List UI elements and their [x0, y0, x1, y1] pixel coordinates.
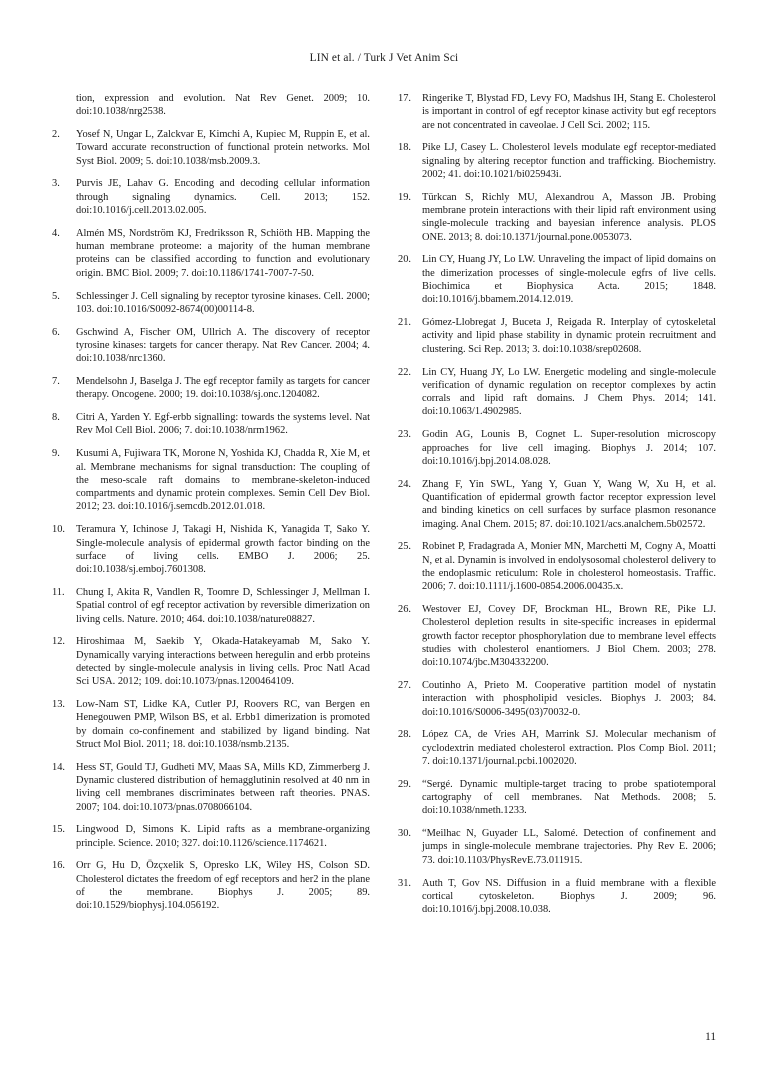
reference-text: Yosef N, Ungar L, Zalckvar E, Kimchi A, Kupiec M, Ruppin E, et al. Toward accurate reconstruction of functional protein networks. Mol Syst Biol. 2009; 5. doi:10.1038/msb.2009.3.: [76, 129, 370, 167]
reference-text: Mendelsohn J, Baselga J. The egf receptor family as targets for cancer therapy. Oncogene. 2000; 19. doi:10.1038/sj.onc.1204082.: [76, 376, 370, 401]
reference-number: 12.: [52, 636, 65, 648]
reference-entry: [52, 290, 370, 317]
reference-number: 14.: [52, 761, 65, 773]
reference-text: Robinet P, Fradagrada A, Monier MN, Marchetti M, Cogny A, Moatti N, et al. Dynamin is involved in endolysosomal cholesterol delivery to the endoplasmic reticulum: Role in cholesterol homeostasis. Traffic. 2006; 7. doi:10.1111/j.1600-0854.2006.00435.x.: [422, 541, 716, 593]
reference-entry: [398, 778, 716, 818]
right-column: [398, 92, 716, 926]
reference-number: 11.: [52, 586, 65, 598]
reference-entry: [398, 540, 716, 593]
reference-text: López CA, de Vries AH, Marrink SJ. Molecular mechanism of cyclodextrin mediated cholesterol extraction. Plos Comp Biol. 2011; 7. doi:10.1371/journal.pcbi.1002020.: [422, 729, 716, 767]
reference-text: “Meilhac N, Guyader LL, Salomé. Detection of confinement and jumps in single-molecule membrane trajectories. Phy Rev E. 2006; 73. doi:10.1103/PhysRevE.73.011915.: [422, 828, 716, 866]
reference-entry: [398, 253, 716, 306]
reference-entry: [52, 375, 370, 402]
reference-number: 13.: [52, 698, 65, 710]
reference-entry: [398, 478, 716, 531]
reference-text: Zhang F, Yin SWL, Yang Y, Guan Y, Wang W, Xu H, et al. Quantification of epidermal growth factor receptor expression level and binding kinetics on cell surfaces by surface plasmon resonance imaging. Anal Chem. 2015; 87. doi:10.1021/acs.analchem.5b02572.: [422, 478, 716, 530]
reference-text: Purvis JE, Lahav G. Encoding and decoding cellular information through signaling dynamics. Cell. 2013; 152. doi:10.1016/j.cell.2013.02.005.: [76, 178, 370, 217]
reference-entry: [52, 411, 370, 438]
reference-entry: [398, 141, 716, 181]
reference-number: 30.: [398, 828, 411, 840]
reference-text: Lin CY, Huang JY, Lo LW. Energetic modeling and single-molecule verification of dynamic regulation on receptor complexes by actin corrals and lipid raft domains. J Chem Phys. 2014; 141. doi:10.1063/1.4902985.: [422, 366, 716, 418]
reference-number: 7.: [52, 376, 60, 388]
reference-number: 21.: [398, 317, 411, 329]
reference-entry: [398, 92, 716, 132]
reference-number: 9.: [52, 448, 60, 460]
reference-number: 31.: [398, 877, 411, 889]
reference-text: Pike LJ, Casey L. Cholesterol levels modulate egf receptor-mediated signaling by altering receptor function and trafficking. Biochemistry. 2002; 41. doi:10.1021/bi025943i.: [422, 142, 716, 180]
reference-number: 20.: [398, 254, 411, 266]
reference-number: 6.: [52, 326, 60, 338]
reference-text: Lingwood D, Simons K. Lipid rafts as a membrane-organizing principle. Science. 2010; 327. doi:10.1126/science.1174621.: [76, 824, 370, 849]
reference-text: Gschwind A, Fischer OM, Ullrich A. The discovery of receptor tyrosine kinases: targets for cancer therapy. Nat Rev Cancer. 2004; 4. doi:10.1038/nrc1360.: [76, 326, 370, 365]
reference-text: Teramura Y, Ichinose J, Takagi H, Nishida K, Yanagida T, Sako Y. Single-molecule analysis of epidermal growth factor binding on the surface of living cells. EMBO J. 2006; 25. doi:10.1038/sj.emboj.7601308.: [76, 524, 370, 576]
reference-number: 26.: [398, 604, 411, 615]
reference-entry: [52, 523, 370, 576]
reference-entry: [398, 191, 716, 244]
reference-entry: [398, 366, 716, 419]
reference-number: 19.: [398, 191, 411, 203]
reference-entry: [398, 728, 716, 768]
reference-number: 16.: [52, 860, 65, 872]
running-header: LIN et al. / Turk J Vet Anim Sci: [309, 52, 459, 64]
reference-entry: [52, 635, 370, 688]
reference-text: Lin CY, Huang JY, Lo LW. Unraveling the impact of lipid domains on the dimerization processes of single-molecule egfrs of live cells. Biochimica et Biophysica Acta. 2015; 1848. doi:10.1016/j.bbamem.2014.12.019.: [422, 254, 716, 306]
reference-number: 24.: [398, 478, 411, 490]
reference-entry: [52, 177, 370, 217]
reference-text: Kusumi A, Fujiwara TK, Morone N, Yoshida KJ, Chadda R, Xie M, et al. Membrane mechanisms for signal transduction: The coupling of the meso-scale raft domains to membrane-skeleton-induced compartments and dynamic protein complexes. Semin Cell Dev Biol. 2012; 23. doi:10.1016/j.semcdb.2012.01.018.: [76, 448, 370, 513]
reference-text: Godin AG, Lounis B, Cognet L. Super-resolution microscopy approaches for live cell imaging. Biophys J. 2014; 107. doi:10.1016/j.bpj.2014.08.028.: [422, 429, 716, 467]
reference-entry: [52, 326, 370, 366]
reference-entry: [52, 128, 370, 168]
reference-columns: [52, 92, 716, 926]
reference-entry: [52, 227, 370, 280]
reference-text: Low-Nam ST, Lidke KA, Cutler PJ, Roovers RC, van Bergen en Henegouwen PMP, Wilson BS, et al. Erbb1 dimerization is promoted by domain co-confinement and stabilized by ligand binding. Nat Struct Mol Biol. 2011; 18. doi:10.1038/nsmb.2135.: [76, 698, 370, 750]
reference-number: 27.: [398, 679, 411, 691]
reference-text: Ringerike T, Blystad FD, Levy FO, Madshus IH, Stang E. Cholesterol is important in control of egf receptor kinase activity but egf receptors are not concentrated in caveolae. J Cell Sci. 2002; 115.: [422, 93, 716, 131]
reference-number: 5.: [52, 290, 60, 302]
reference-entry: [52, 447, 370, 513]
reference-text: Almén MS, Nordström KJ, Fredriksson R, Schiöth HB. Mapping the human membrane proteome: a majority of the human membrane proteins can be classified according to function and evolutionary origin. BMC Biol. 2009; 7. doi:10.1186/1741-7007-7-50.: [76, 227, 370, 279]
reference-entry: [52, 698, 370, 751]
reference-text: Hiroshimaa M, Saekib Y, Okada-Hatakeyamab M, Sako Y. Dynamically varying interactions between heregulin and erbb proteins detected by single-molecule analysis in living cells. Proc Natl Acad Sci USA. 2012; 109. doi:10.1073/pnas.1200464109.: [76, 636, 370, 688]
reference-entry: [52, 823, 370, 850]
reference-text: Auth T, Gov NS. Diffusion in a fluid membrane with a flexible cortical cytoskeleton. Biophys J. 2009; 96. doi:10.1016/j.bpj.2008.10.038.: [422, 877, 716, 916]
reference-number: 22.: [398, 366, 411, 378]
reference-number: 4.: [52, 227, 60, 239]
left-column: [52, 92, 370, 926]
reference-number: 3.: [52, 178, 60, 190]
reference-text: Schlessinger J. Cell signaling by receptor tyrosine kinases. Cell. 2000; 103. doi:10.1016/S0092-8674(00)00114-8.: [76, 290, 370, 315]
reference-entry: [398, 827, 716, 867]
reference-text: Gómez-Llobregat J, Buceta J, Reigada R. Interplay of cytoskeletal activity and lipid phase stability in dynamic protein recruitment and clustering. Sci Rep. 2013; 3. doi:10.1038/srep02608.: [422, 317, 716, 355]
reference-text: Westover EJ, Covey DF, Brockman HL, Brown RE, Pike LJ. Cholesterol depletion results in site-specific increases in epidermal growth factor receptor phosphorylation due to membrane level effects studies with cholesterol enantiomers. J Biol Chem. 2003; 278. doi:10.1074/jbc.M304332200.: [422, 604, 716, 669]
reference-number: 15.: [52, 824, 65, 836]
reference-entry: [398, 679, 716, 719]
reference-entry: [398, 603, 716, 669]
reference-text: Türkcan S, Richly MU, Alexandrou A, Masson JB. Probing membrane protein interactions with their lipid raft environment using single-molecule tracking and bayesian inference analysis. PLOS ONE. 2013; 8. doi:10.1371/journal.pone.0053073.: [422, 191, 716, 243]
reference-text: “Sergé. Dynamic multiple-target tracing to probe spatiotemporal cartography of cell membranes. Nat Methods. 2008; 5. doi:10.1038/nmeth.1233.: [422, 778, 716, 817]
reference-number: 25.: [398, 541, 411, 553]
reference-text: Citri A, Yarden Y. Egf-erbb signalling: towards the systems level. Nat Rev Mol Cell Biol. 2006; 7. doi:10.1038/nrm1962.: [76, 412, 370, 437]
reference-text: Chung I, Akita R, Vandlen R, Toomre D, Schlessinger J, Mellman I. Spatial control of egf receptor activation by reversible dimerization on living cells. Nature. 2010; 464. doi:10.1038/nature08827.: [76, 586, 370, 625]
reference-number: 10.: [52, 524, 65, 536]
reference-entry: [398, 877, 716, 917]
reference-number: 18.: [398, 142, 411, 154]
page-number: 11: [705, 1031, 716, 1043]
reference-number: 28.: [398, 729, 411, 741]
reference-number: 8.: [52, 412, 60, 424]
reference-text: Hess ST, Gould TJ, Gudheti MV, Maas SA, Mills KD, Zimmerberg J. Dynamic clustered distribution of hemagglutinin resolved at 40 nm in living cell membranes discriminates between raft theories. PNAS. 2007; 104. doi:10.1073/pnas.0708066104.: [76, 761, 370, 813]
reference-number: 29.: [398, 778, 411, 790]
reference-text: tion, expression and evolution. Nat Rev Genet. 2009; 10. doi:10.1038/nrg2538.: [76, 93, 370, 118]
reference-number: 2.: [52, 129, 60, 141]
reference-text: Orr G, Hu D, Özçxelik S, Opresko LK, Wiley HS, Colson SD. Cholesterol dictates the freedom of egf receptors and her2 in the plane of the membrane. Biophys J. 2005; 89. doi:10.1529/biophysj.104.056192.: [76, 860, 370, 912]
reference-entry: [52, 92, 370, 119]
reference-number: 23.: [398, 429, 411, 441]
reference-entry: [52, 586, 370, 626]
reference-number: 17.: [398, 93, 411, 104]
reference-text: Coutinho A, Prieto M. Cooperative partition model of nystatin interaction with phospholipid vesicles. Biophys J. 2003; 84. doi:10.1016/S0006-3495(03)70032-0.: [422, 679, 716, 718]
reference-entry: [52, 761, 370, 814]
reference-entry: [398, 428, 716, 468]
reference-entry: [398, 316, 716, 356]
reference-entry: [52, 859, 370, 912]
